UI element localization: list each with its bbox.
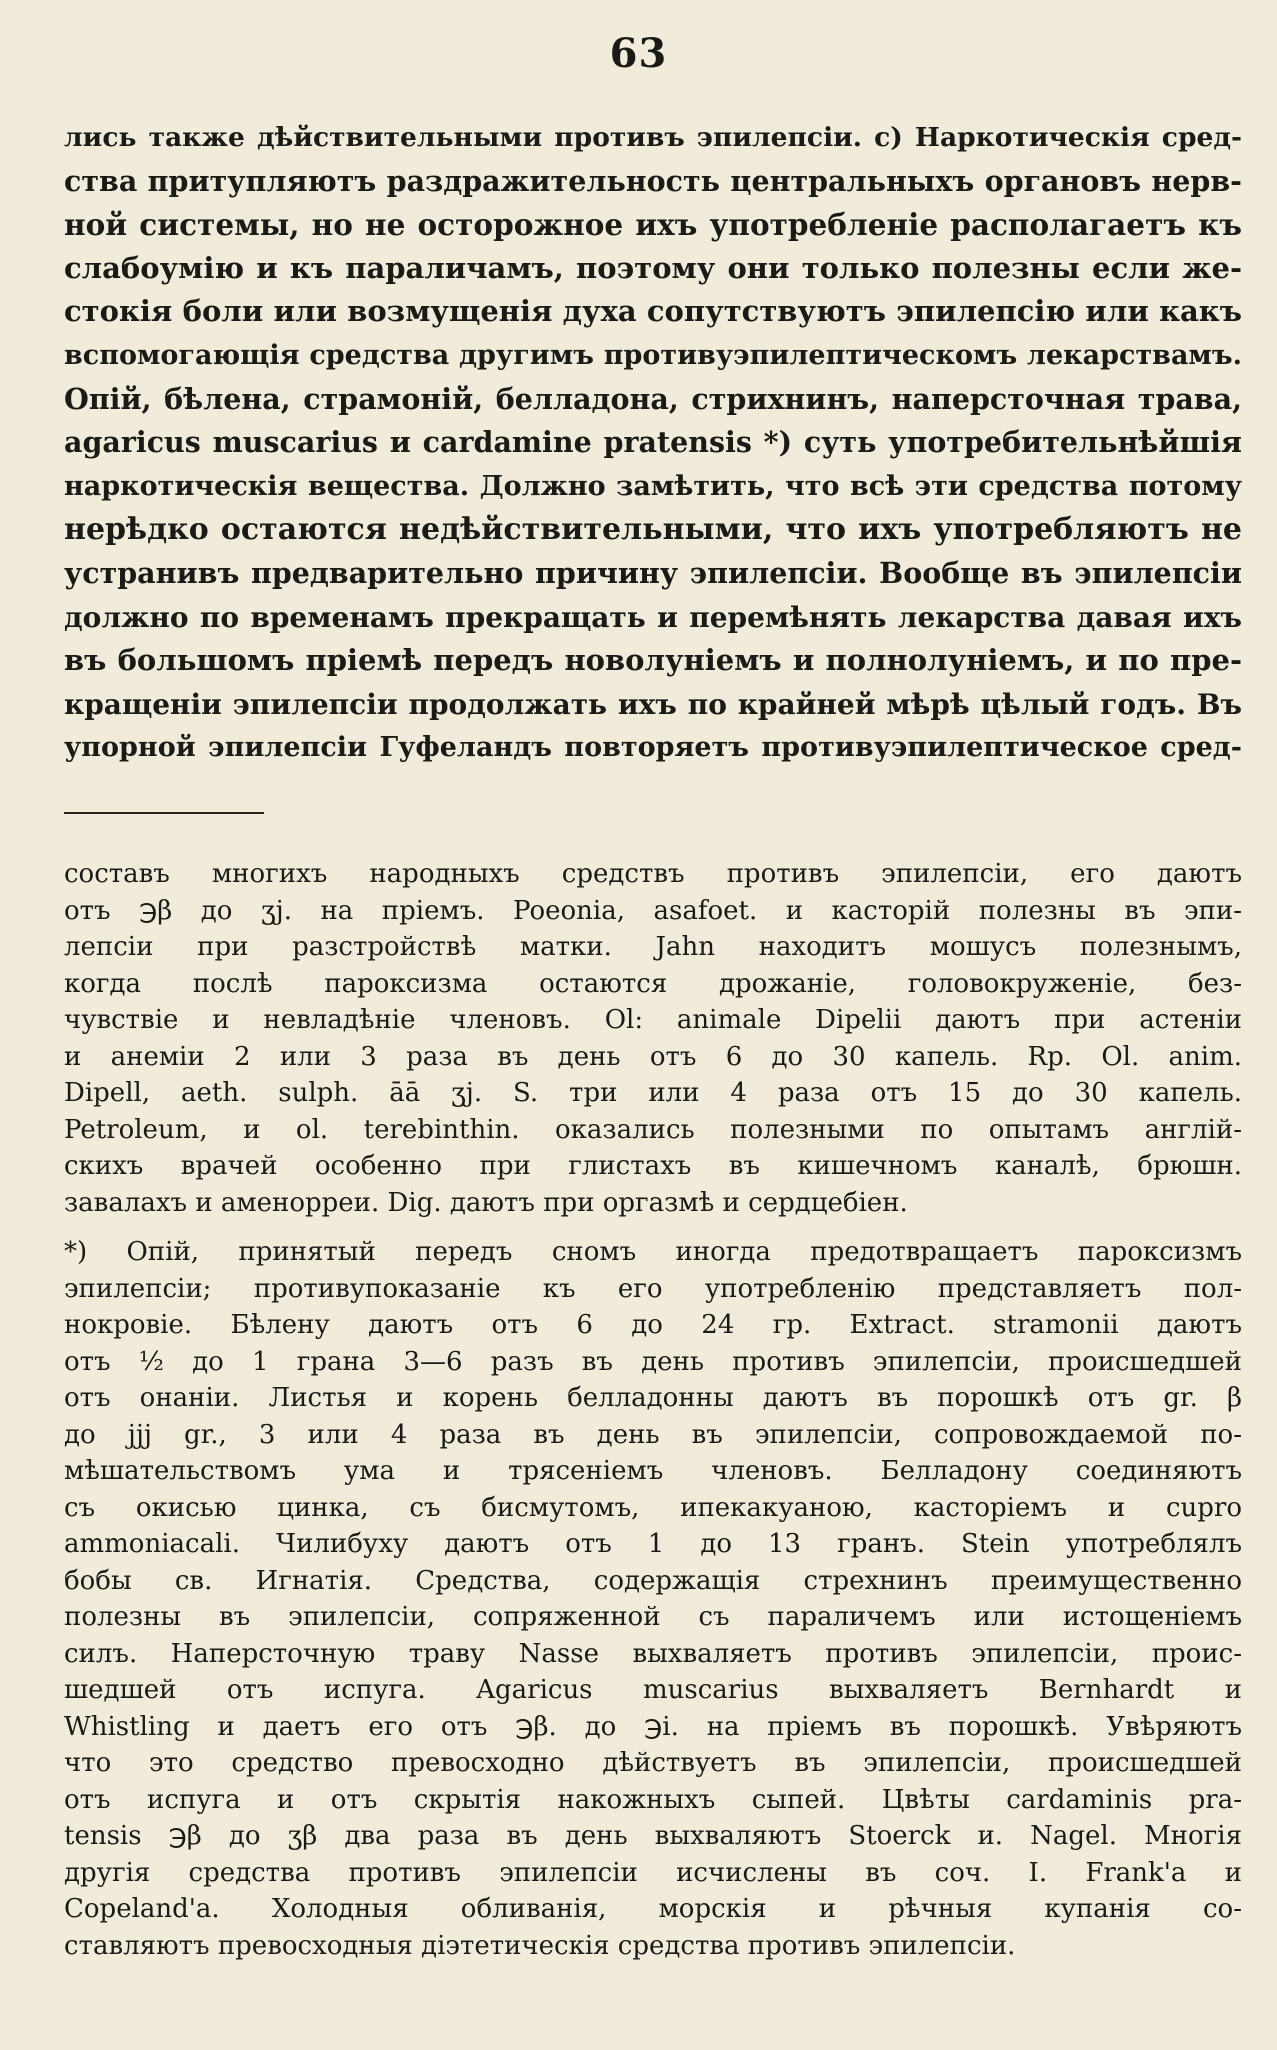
footnote-line: мѣшательствомъ ума и трясеніемъ членовъ. Белладону соединяютъ	[64, 1456, 1242, 1486]
text-line: Опій, бѣлена, страмоній, белладона, стрихнинъ, наперсточная трава,	[64, 381, 1242, 416]
text-line: упорной эпилепсіи Гуфеландъ повторяетъ противуэпилептическое сред-	[64, 732, 1242, 764]
footnote-line: отъ ½ до 1 грана 3—6 разъ въ день противъ эпилепсіи, происшедшей	[64, 1346, 1242, 1377]
note-line: лепсіи при разстройствѣ матки. Jahn находитъ мошусъ полезнымъ,	[64, 932, 1242, 962]
note-line: когда послѣ пароксизма остаются дрожаніе, головокруженіе, без-	[64, 968, 1242, 999]
footnote-line: полезны въ эпилепсіи, сопряженной съ параличемъ или истощеніемъ	[64, 1602, 1242, 1632]
note-line: составъ многихъ народныхъ средствъ противъ эпилепсіи, его даютъ	[64, 859, 1242, 889]
footnote-line: tensis ℈β до ʒβ два раза въ день выхваляютъ Stoerck и. Nagel. Многія	[64, 1821, 1242, 1851]
footnote-line: что это средство превосходно дѣйствуетъ въ эпилепсіи, происшедшей	[64, 1748, 1242, 1778]
note-line: Petroleum, и ol. terebinthin. оказались полезными по опытамъ англій-	[64, 1114, 1242, 1145]
footnote-line: шедшей отъ испуга. Agaricus muscarius выхваляетъ Bernhardt и	[64, 1675, 1242, 1705]
text-line: лись также дѣйствительными противъ эпилепсіи. с) Наркотическія сред-	[64, 122, 1242, 153]
footnote-line: отъ испуга и отъ скрытія накожныхъ сыпей. Цвѣты cardaminis pra-	[64, 1784, 1242, 1815]
note-line: Dipell, aeth. sulph. āā ʒj. S. три или 4 раза отъ 15 до 30 капель.	[64, 1078, 1242, 1108]
footnote-line: эпилепсіи; противупоказаніе къ его употребленію представляетъ пол-	[64, 1273, 1242, 1304]
note-line: завалахъ и аменорреи. Dig. даютъ при оргазмѣ и сердцебіен.	[64, 1187, 908, 1218]
main-text	[64, 116, 1242, 770]
text-line: устранивъ предварительно причину эпилепсіи. Вообще въ эпилепсіи	[64, 555, 1242, 590]
note-line: и анеміи 2 или 3 раза въ день отъ 6 до 30 капель. Rp. Ol. anim.	[64, 1041, 1242, 1072]
text-line: должно по временамъ прекращать и перемѣнять лекарства давая ихъ	[64, 600, 1242, 634]
footnote-line: до jjj gr., 3 или 4 раза въ день въ эпилепсіи, сопровождаемой по-	[64, 1419, 1242, 1450]
footnote-line: ammoniacali. Чилибуху даютъ отъ 1 до 13 гранъ. Stein употреблялъ	[64, 1529, 1242, 1559]
footnote-line: *) Опій, принятый передъ сномъ иногда предотвращаетъ пароксизмъ	[64, 1237, 1242, 1267]
text-line: нерѣдко остаются недѣйствительными, что ихъ употребляютъ не	[64, 512, 1242, 548]
footnote-line: бобы св. Игнатія. Средства, содержащія стрехнинъ преимущественно	[64, 1565, 1242, 1596]
footnote-line: Copeland'a. Холодныя обливанія, морскія и рѣчныя купанія со-	[64, 1894, 1242, 1924]
text-line: ной системы, но не осторожное ихъ употребленіе располагаетъ къ	[64, 207, 1242, 243]
text-line: наркотическія вещества. Должно замѣтить, что всѣ эти средства потому	[64, 470, 1242, 502]
text-line: ства притупляютъ раздражительность центральныхъ органовъ нерв-	[64, 163, 1242, 198]
note-line: отъ ℈β до ʒj. на пріемъ. Poeonia, asafoet. и касторій полезны въ эпи-	[64, 895, 1242, 926]
footnote-line: съ окисью цинка, съ бисмутомъ, ипекакуаною, касторіемъ и сupro	[64, 1492, 1242, 1523]
footnote	[64, 1234, 1242, 1964]
text-line: вспомогающія средства другимъ противуэпилептическомъ лекарствамъ.	[64, 339, 1242, 371]
footnote-line: другія средства противъ эпилепсіи исчислены въ соч. I. Frank'a и	[64, 1857, 1242, 1888]
text-line: въ большомъ пріемѣ передъ новолуніемъ и полнолуніемъ, и по пре-	[64, 643, 1242, 678]
continued-note	[64, 856, 1242, 1221]
text-line: стокія боли или возмущенія духа сопутствуютъ эпилепсію или какъ	[64, 294, 1242, 329]
note-line: чувствіе и невладѣніе членовъ. Ol: animale Dipelii даютъ при астеніи	[64, 1005, 1242, 1035]
footnote-line: ставляютъ превосходныя діэтетическія средства противъ эпилепсіи.	[64, 1930, 1016, 1961]
footnote-separator	[64, 812, 264, 814]
footnote-line: отъ онаніи. Листья и корень белладонны даютъ въ порошкѣ отъ gr. β	[64, 1383, 1242, 1413]
footnote-line: силъ. Наперсточную траву Nasse выхваляетъ противъ эпилепсіи, проис-	[64, 1638, 1242, 1669]
text-line: agaricus muscarius и cardamine pratensis *) суть употребительнѣйшія	[64, 425, 1242, 460]
text-line: кращеніи эпилепсіи продолжать ихъ по крайней мѣрѣ цѣлый годъ. Въ	[64, 687, 1242, 721]
page-number: 63	[609, 30, 668, 77]
footnote-line: нокровіе. Бѣлену даютъ отъ 6 до 24 гр. Extract. stramonii даютъ	[64, 1310, 1242, 1340]
text-line: слабоумію и къ параличамъ, поэтому они только полезны если же-	[64, 250, 1242, 285]
note-line: скихъ врачей особенно при глистахъ въ кишечномъ каналѣ, брюшн.	[64, 1151, 1242, 1181]
footnote-line: Whistling и даетъ его отъ ℈β. до ℈i. на пріемъ въ порошкѣ. Увѣряютъ	[64, 1711, 1242, 1742]
